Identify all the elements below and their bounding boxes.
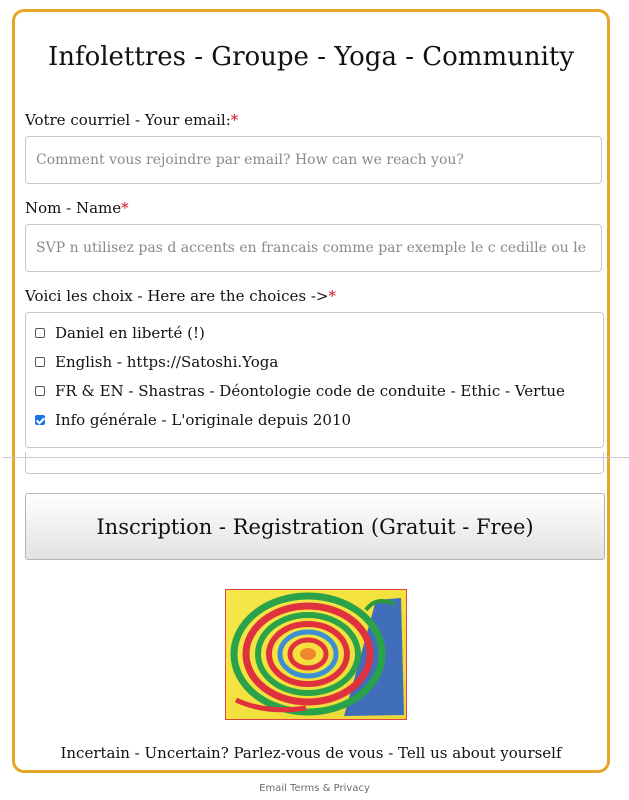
choice-label: Daniel en liberté (!) [55,324,205,342]
newsletter-choices [25,312,604,448]
choice-label: Info générale - L'originale depuis 2010 [55,411,352,429]
checkbox[interactable] [35,386,45,396]
divider [3,457,629,458]
name-field[interactable] [25,224,602,272]
checkbox[interactable] [35,415,45,425]
required-mark: * [121,199,129,217]
form-title: Infolettres - Groupe - Yoga - Community [47,42,575,72]
required-mark: * [230,111,239,129]
choice-item[interactable] [35,351,278,373]
name-label [25,199,129,217]
terms-privacy-link[interactable]: Email Terms & Privacy [259,783,370,794]
choices-label [25,287,336,305]
footer-link-text[interactable]: Incertain - Uncertain? Parlez-vous de vous - Tell us about yourself [60,744,562,762]
required-mark: * [328,287,336,305]
choices-label-text: Voici les choix - Here are the choices -> [25,287,329,305]
checkbox[interactable] [35,328,45,338]
register-button[interactable]: Inscription - Registration (Gratuit - Free) [25,493,605,560]
name-label-text: Nom - Name [25,199,122,217]
checkbox[interactable] [35,357,45,367]
choice-label: FR & EN - Shastras - Déontologie code de conduite - Ethic - Vertue [55,382,565,400]
choice-item[interactable] [35,409,351,431]
extra-field[interactable] [25,452,604,474]
email-field[interactable] [25,136,602,184]
choice-item[interactable] [35,380,565,402]
choice-item[interactable] [35,322,205,344]
email-label [25,111,238,129]
signup-form-card [12,9,610,773]
email-label-text: Votre courriel - Your email: [25,111,231,129]
choice-label: English - https://Satoshi.Yoga [55,353,279,371]
spiral-artwork-image [225,589,407,720]
